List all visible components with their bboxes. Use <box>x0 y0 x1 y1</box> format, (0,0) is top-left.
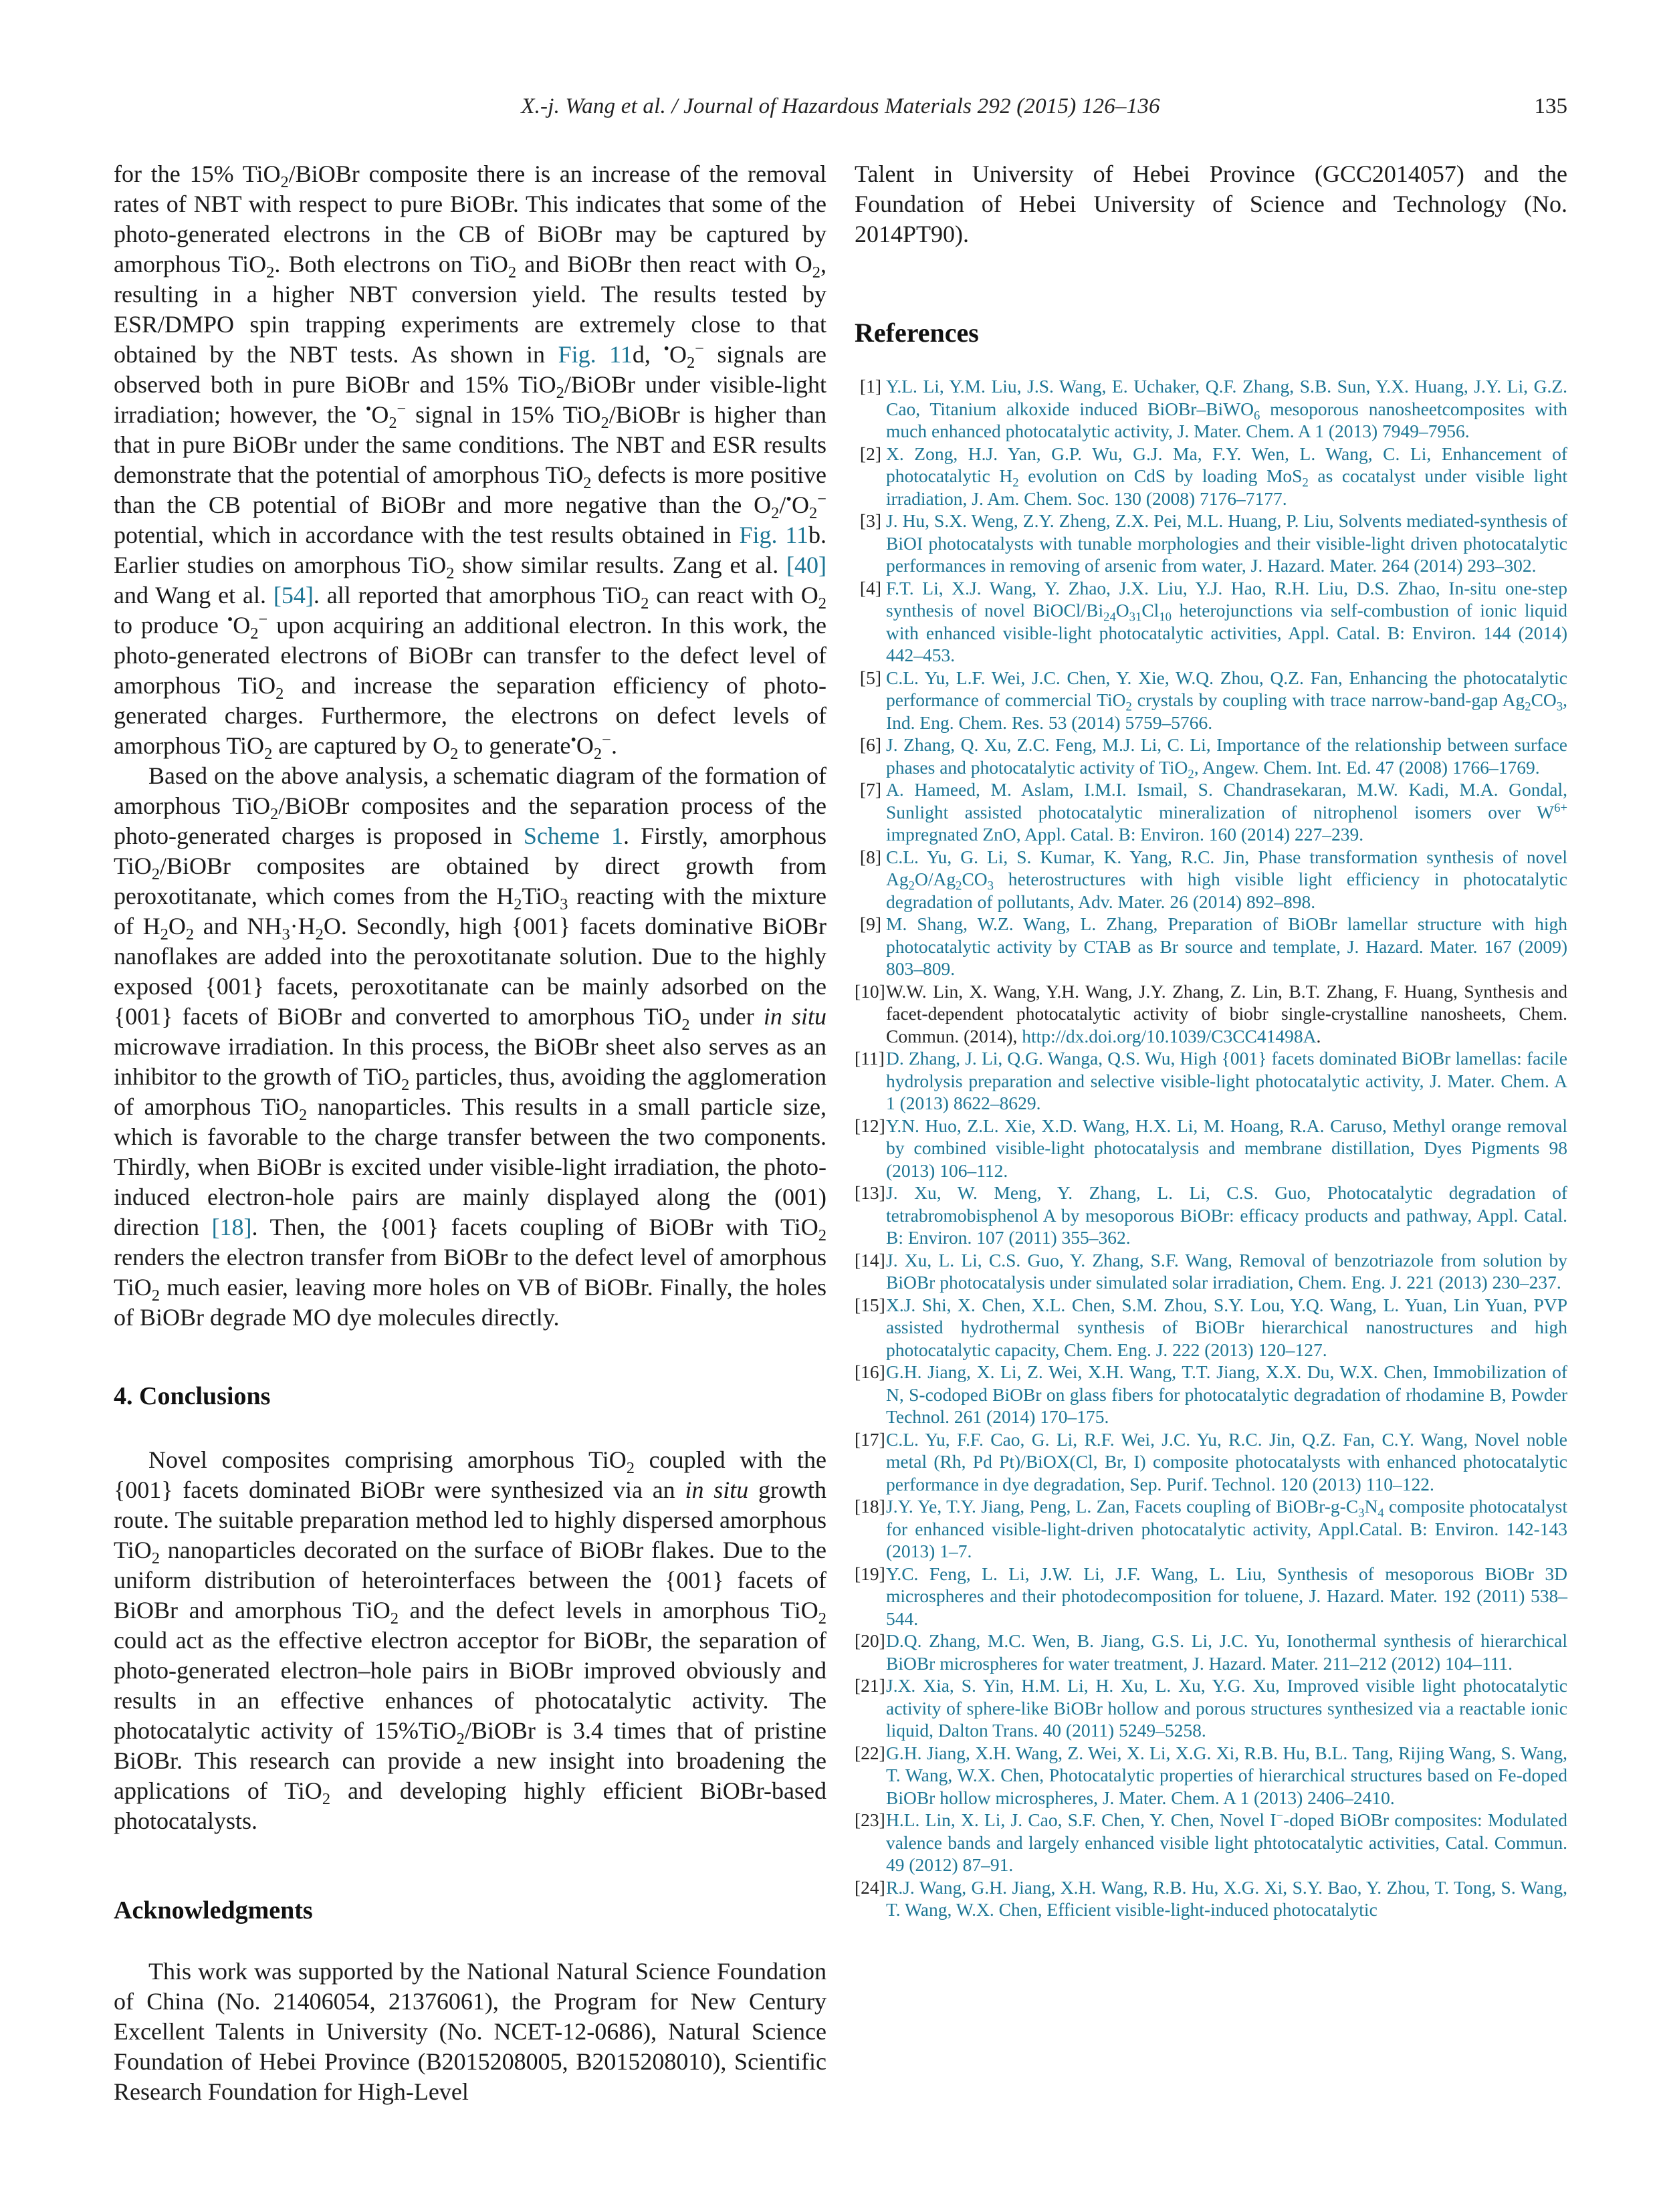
reference-text: F.T. Li, X.J. Wang, Y. Zhao, J.X. Liu, Y.J. Hao, R.H. Liu, D.S. Zhao, In-situ one-step synthesis of novel BiOCl/$Bi_{24}O_{31}Cl_{10}$ heterojunctions via self-combustion of ionic liquid with enhanced visible-light photocatalytic activities, Appl. Catal. B: Environ. 144 (2014) 442–453. <box>886 577 1567 665</box>
reference-text: C.L. Yu, L.F. Wei, J.C. Chen, Y. Xie, W.Q. Zhou, Q.Z. Fan, Enhancing the photocatalytic performance of commercial TiO$_2$ crystals by coupling with trace narrow-band-gap $Ag_2CO_3$, Ind. Eng. Chem. Res. 53 (2014) 5759–5766. <box>886 667 1567 733</box>
reference-text: H.L. Lin, X. Li, J. Cao, S.F. Chen, Y. Chen, Novel I−-doped BiOBr composites: Modulated valence bands and largely enhanced visible light phtotocatalytic activities, Catal. Commun. 49 (2012) 87–91. <box>886 1808 1567 1875</box>
reference-item <box>855 1876 1567 1921</box>
running-head <box>114 92 1567 120</box>
reference-number: [1] <box>859 376 881 397</box>
references-list <box>855 375 1567 1921</box>
reference-item <box>855 980 1567 1048</box>
reference-item <box>855 734 1567 781</box>
reference-item <box>855 1630 1567 1674</box>
reference-item <box>855 1294 1567 1361</box>
reference-number: [4] <box>859 577 881 598</box>
citation-link[interactable]: http://dx.doi.org/10.1039/C3CC41498A <box>1022 1025 1317 1046</box>
reference-text: A. Hameed, M. Aslam, I.M.I. Ismail, S. Chandrasekaran, M.W. Kadi, M.A. Gondal, Sunlight assisted photocatalytic mineralization of nitrophenol isomers over $W^{6+}$ impregnated ZnO, Appl. Catal. B: Environ. 160 (2014) 227–239. <box>886 779 1567 845</box>
reference-number: [8] <box>859 846 881 867</box>
acknowledgments-paragraph: This work was supported by the National Natural Science Foundation of China (No. 21406054, 21376061), the Program for New Century Excellent Talents in University (No. NCET-12-0686), Natural Science Foundation of Hebei Province (B2015208005, B2015208010), Scientific Research Foundation for High-Level <box>114 1958 826 2105</box>
reference-text: X. Zong, H.J. Yan, G.P. Wu, G.J. Ma, F.Y. Wen, L. Wang, C. Li, Enhancement of photocatalytic $H_2$ evolution on CdS by loading MoS$_2$ as cocatalyst under visible light irradiation, J. Am. Chem. Soc. 130 (2008) 7176–7177. <box>886 443 1568 509</box>
references-heading: References <box>855 318 979 348</box>
reference-item <box>855 1674 1567 1742</box>
citation-link[interactable]: [54] <box>273 582 314 609</box>
reference-number: [13] <box>855 1182 885 1203</box>
reference-text: J.Y. Ye, T.Y. Jiang, Peng, L. Zan, Facets coupling of BiOBr-$g-C_3N_4$ composite photocatalyst for enhanced visible-light-driven photocatalytic activity, Appl.Catal. B: Environ. 142-143 (2013) 1–7. <box>886 1496 1567 1561</box>
reference-text: W.W. Lin, X. Wang, Y.H. Wang, J.Y. Zhang, Z. Lin, B.T. Zhang, F. Huang, Synthesis and facet-dependent photocatalytic activity of biobr single-crystalline nanosheets, Chem. Commun. (2014), http://dx.doi.org/10.1039/C3CC41498A. <box>886 980 1567 1046</box>
reference-item <box>855 1495 1567 1563</box>
reference-text: J. Xu, W. Meng, Y. Zhang, L. Li, C.S. Guo, Photocatalytic degradation of tetrabromobisphenol A by mesoporous BiOBr: efficacy products and pathway, Appl. Catal. B: Environ. 107 (2011) 355–362. <box>886 1182 1567 1248</box>
reference-text: G.H. Jiang, X.H. Wang, Z. Wei, X. Li, X.G. Xi, R.B. Hu, B.L. Tang, Rijing Wang, S. Wang, T. Wang, W.X. Chen, Photocatalytic properties of hierarchical structures based on Fe-doped BiOBr hollow microspheres, J. Mater. Chem. A 1 (2013) 2406–2410. <box>886 1742 1567 1808</box>
reference-item <box>855 778 1567 846</box>
body-paragraph-scheme: Based on the above analysis, a schematic diagram of the formation of amorphous TiO$_2$/BiOBr composites and the separation process of the photo-generated charges is proposed in Scheme 1. Firstly, amorphous TiO$_2$/BiOBr composites are obtained by direct growth from peroxotitanate, which comes from the $H_2TiO_3$ reacting with the mixture of $H_2O_2$ and $NH_3\cdot H_2O$. Secondly, high {001} facets dominative BiOBr nanoflakes are added into the peroxotitanate solution. Due to the highly exposed {001} facets, peroxotitanate can be mainly adsorbed on the {001} facets of BiOBr and converted to amorphous TiO$_2$ under in situ microwave irradiation. In this process, the BiOBr sheet also serves as an inhibitor to the growth of TiO$_2$ particles, thus, avoiding the agglomeration of amorphous TiO$_2$ nanoparticles. This results in a small particle size, which is favorable to the charge transfer between the two components. Thirdly, when BiOBr is excited under visible-light irradiation, the photo-induced electron-hole pairs are mainly displayed along the (001) direction [18]. Then, the {001} facets coupling of BiOBr with TiO$_2$ renders the electron transfer from BiOBr to the defect level of amorphous TiO$_2$ much easier, leaving more holes on VB of BiOBr. Finally, the holes of BiOBr degrade MO dye molecules directly. <box>114 762 827 1331</box>
reference-number: [21] <box>855 1675 885 1696</box>
reference-item <box>855 1809 1567 1876</box>
two-column-layout <box>114 159 1567 2107</box>
reference-text: Y.L. Li, Y.M. Liu, J.S. Wang, E. Uchaker, Q.F. Zhang, S.B. Sun, Y.X. Huang, J.Y. Li, G.Z. Cao, Titanium alkoxide induced BiOBr–BiWO$_6$ mesoporous nanosheetcomposites with much enhanced photocatalytic activity, J. Mater. Chem. A 1 (2013) 7949–7956. <box>886 376 1567 441</box>
reference-text: D. Zhang, J. Li, Q.G. Wanga, Q.S. Wu, High {001} facets dominated BiOBr lamellas: facile hydrolysis preparation and selective visible-light photocatalytic activity, J. Mater. Chem. A 1 (2013) 8622–8629. <box>886 1048 1567 1113</box>
reference-number: [2] <box>859 443 881 464</box>
reference-number: [11] <box>855 1048 885 1069</box>
reference-number: [17] <box>855 1428 885 1450</box>
reference-text: J. Xu, L. Li, C.S. Guo, Y. Zhang, S.F. Wang, Removal of benzotriazole from solution by BiOBr photocatalysis under simulated solar irradiation, Chem. Eng. J. 221 (2013) 230–237. <box>886 1249 1567 1293</box>
reference-item <box>855 1047 1567 1115</box>
reference-number: [10] <box>855 980 885 1002</box>
reference-text: C.L. Yu, F.F. Cao, G. Li, R.F. Wei, J.C. Yu, R.C. Jin, Q.Z. Fan, C.Y. Wang, Novel noble metal (Rh, Pd Pt)/BiOX(Cl, Br, I) composite photocatalysts with enhanced photocatalytic performance in dye degradation, Sep. Purif. Technol. 120 (2013) 110–122. <box>886 1428 1567 1495</box>
reference-number: [23] <box>855 1809 885 1830</box>
running-head-title: X.-j. Wang et al. / Journal of Hazardous Materials 292 (2015) 126–136 <box>521 94 1160 118</box>
reference-number: [6] <box>859 734 881 755</box>
reference-number: [18] <box>855 1496 885 1517</box>
reference-number: [5] <box>859 667 881 688</box>
reference-number: [19] <box>855 1563 885 1584</box>
conclusions-heading: 4. Conclusions <box>114 1382 271 1410</box>
reference-text: R.J. Wang, G.H. Jiang, X.H. Wang, R.B. Hu, X.G. Xi, S.Y. Bao, Y. Zhou, T. Tong, S. Wang, T. Wang, W.X. Chen, Efficient visible-light-induced photocatalytic <box>886 1876 1567 1920</box>
citation-link[interactable]: [40] <box>786 552 826 578</box>
reference-item <box>855 1742 1567 1809</box>
reference-number: [12] <box>855 1115 885 1136</box>
acknowledgments-heading: Acknowledgments <box>114 1896 313 1924</box>
reference-item <box>855 1563 1567 1630</box>
reference-text: C.L. Yu, G. Li, S. Kumar, K. Yang, R.C. Jin, Phase transformation synthesis of novel $Ag_2O/Ag_2CO_3$ heterostructures with high visible light efficiency in photocatalytic degradation of pollutants, Adv. Mater. 26 (2014) 892–898. <box>886 846 1567 912</box>
reference-number: [7] <box>859 779 881 800</box>
citation-link[interactable]: [18] <box>211 1214 252 1240</box>
reference-item <box>855 1428 1567 1496</box>
reference-number: [24] <box>855 1876 885 1898</box>
reference-text: Y.C. Feng, L. Li, J.W. Li, J.F. Wang, L. Liu, Synthesis of mesoporous BiOBr 3D microspheres and their photodecomposition for toluene, J. Hazard. Mater. 192 (2011) 538–544. <box>886 1563 1567 1629</box>
reference-number: [15] <box>855 1294 885 1315</box>
reference-number: [14] <box>855 1249 885 1270</box>
reference-item <box>855 443 1567 510</box>
reference-item <box>855 1115 1567 1182</box>
citation-link[interactable]: Fig. 11 <box>558 341 633 368</box>
reference-text: Y.N. Huo, Z.L. Xie, X.D. Wang, H.X. Li, M. Hoang, R.A. Caruso, Methyl orange removal by combined visible-light photocatalysis and membrane distillation, Dyes Pigments 98 (2013) 106–112. <box>886 1115 1567 1181</box>
reference-number: [9] <box>859 913 881 934</box>
body-paragraph-continuation: for the 15% TiO$_2$/BiOBr composite there is an increase of the removal rates of NBT with respect to pure BiOBr. This indicates that some of the photo-generated electrons in the CB of BiOBr may be captured by amorphous TiO$_2$. Both electrons on TiO$_2$ and BiOBr then react with $O_2$, resulting in a higher NBT conversion yield. The results tested by ESR/DMPO spin trapping experiments are extremely close to that obtained by the NBT tests. As shown in Fig. 11d, $^•O_2^-$ signals are observed both in pure BiOBr and 15% TiO$_2$/BiOBr under visible-light irradiation; however, the $^•O_2^-$ signal in 15% TiO$_2$/BiOBr is higher than that in pure BiOBr under the same conditions. The NBT and ESR results demonstrate that the potential of amorphous TiO$_2$ defects is more positive than the CB potential of BiOBr and more negative than the $O_2/^•O_2^-$ potential, which in accordance with the test results obtained in Fig. 11b. Earlier studies on amorphous TiO$_2$ show similar results. Zang et al. [40] and Wang et al. [54]. all reported that amorphous TiO$_2$ can react with $O_2$ to produce $^•O_2^-$ upon acquiring an additional electron. In this work, the photo-generated electrons of BiOBr can transfer to the defect level of amorphous TiO$_2$ and increase the separation efficiency of photo-generated charges. Furthermore, the electrons on defect levels of amorphous TiO$_2$ are captured by $O_2$ to $generate^•O_2^-$. <box>114 160 827 764</box>
reference-item <box>855 1361 1567 1428</box>
reference-item <box>855 510 1567 577</box>
citation-link[interactable]: Scheme 1 <box>523 822 624 849</box>
reference-item <box>855 667 1567 734</box>
reference-text: J.X. Xia, S. Yin, H.M. Li, H. Xu, L. Xu, Y.G. Xu, Improved visible light photocatalytic activity of sphere-like BiOBr hollow and porous structures synthesized via a reactable ionic liquid, Dalton Trans. 40 (2011) 5249–5258. <box>886 1675 1567 1741</box>
acknowledgments-continuation: Talent in University of Hebei Province (GCC2014057) and the Foundation of Hebei University of Science and Technology (No. 2014PT90). <box>855 160 1567 247</box>
right-column <box>855 159 1567 2107</box>
reference-text: D.Q. Zhang, M.C. Wen, B. Jiang, G.S. Li, J.C. Yu, Ionothermal synthesis of hierarchical BiOBr microspheres for water treatment, J. Hazard. Mater. 211–212 (2012) 104–111. <box>886 1630 1567 1674</box>
conclusions-paragraph: Novel composites comprising amorphous TiO$_2$ coupled with the {001} facets dominated BiOBr were synthesized via an in situ growth route. The suitable preparation method led to highly dispersed amorphous TiO$_2$ nanoparticles decorated on the surface of BiOBr flakes. Due to the uniform distribution of heterointerfaces between the {001} facets of BiOBr and amorphous TiO$_2$ and the defect levels in amorphous TiO$_2$ could act as the effective electron acceptor for BiOBr, the separation of photo-generated electron–hole pairs in BiOBr improved obviously and results in an effective enhances of photocatalytic activity. The photocatalytic activity of 15%TiO$_2$/BiOBr is 3.4 times that of pristine BiOBr. This research can provide a new insight into broadening the applications of TiO$_2$ and developing highly efficient BiOBr-based photocatalysts. <box>114 1446 826 1834</box>
reference-item <box>855 577 1567 667</box>
reference-number: [16] <box>855 1361 885 1382</box>
reference-item <box>855 1182 1567 1249</box>
reference-number: [22] <box>855 1742 885 1763</box>
reference-text: J. Zhang, Q. Xu, Z.C. Feng, M.J. Li, C. Li, Importance of the relationship between surface phases and photocatalytic activity of TiO$_2$, Angew. Chem. Int. Ed. 47 (2008) 1766–1769. <box>886 734 1567 781</box>
reference-item <box>855 1249 1567 1294</box>
reference-text: J. Hu, S.X. Weng, Z.Y. Zheng, Z.X. Pei, M.L. Huang, P. Liu, Solvents mediated-synthesis of BiOI photocatalysts with tunable morphologies and their visible-light driven photocatalytic performances in removing of arsenic from water, J. Hazard. Mater. 264 (2014) 293–302. <box>886 510 1567 576</box>
reference-item <box>855 913 1567 980</box>
left-column <box>114 159 826 2107</box>
reference-text: G.H. Jiang, X. Li, Z. Wei, X.H. Wang, T.T. Jiang, X.X. Du, W.X. Chen, Immobilization of N, S-codoped BiOBr on glass fibers for photocatalytic degradation of rhodamine B, Powder Technol. 261 (2014) 170–175. <box>886 1361 1567 1427</box>
reference-text: M. Shang, W.Z. Wang, L. Zhang, Preparation of BiOBr lamellar structure with high photocatalytic activity by CTAB as Br source and template, J. Hazard. Mater. 167 (2009) 803–809. <box>886 913 1567 979</box>
reference-number: [20] <box>855 1630 885 1651</box>
page-number: 135 <box>1534 94 1567 118</box>
reference-item <box>855 375 1567 443</box>
reference-text: X.J. Shi, X. Chen, X.L. Chen, S.M. Zhou, S.Y. Lou, Y.Q. Wang, L. Yuan, Lin Yuan, PVP assisted hydrothermal synthesis of BiOBr hierarchical nanostructures and high photocatalytic capacity, Chem. Eng. J. 222 (2013) 120–127. <box>886 1294 1567 1360</box>
reference-number: [3] <box>859 510 881 531</box>
reference-item <box>855 846 1567 913</box>
citation-link[interactable]: Fig. 11 <box>739 522 809 548</box>
